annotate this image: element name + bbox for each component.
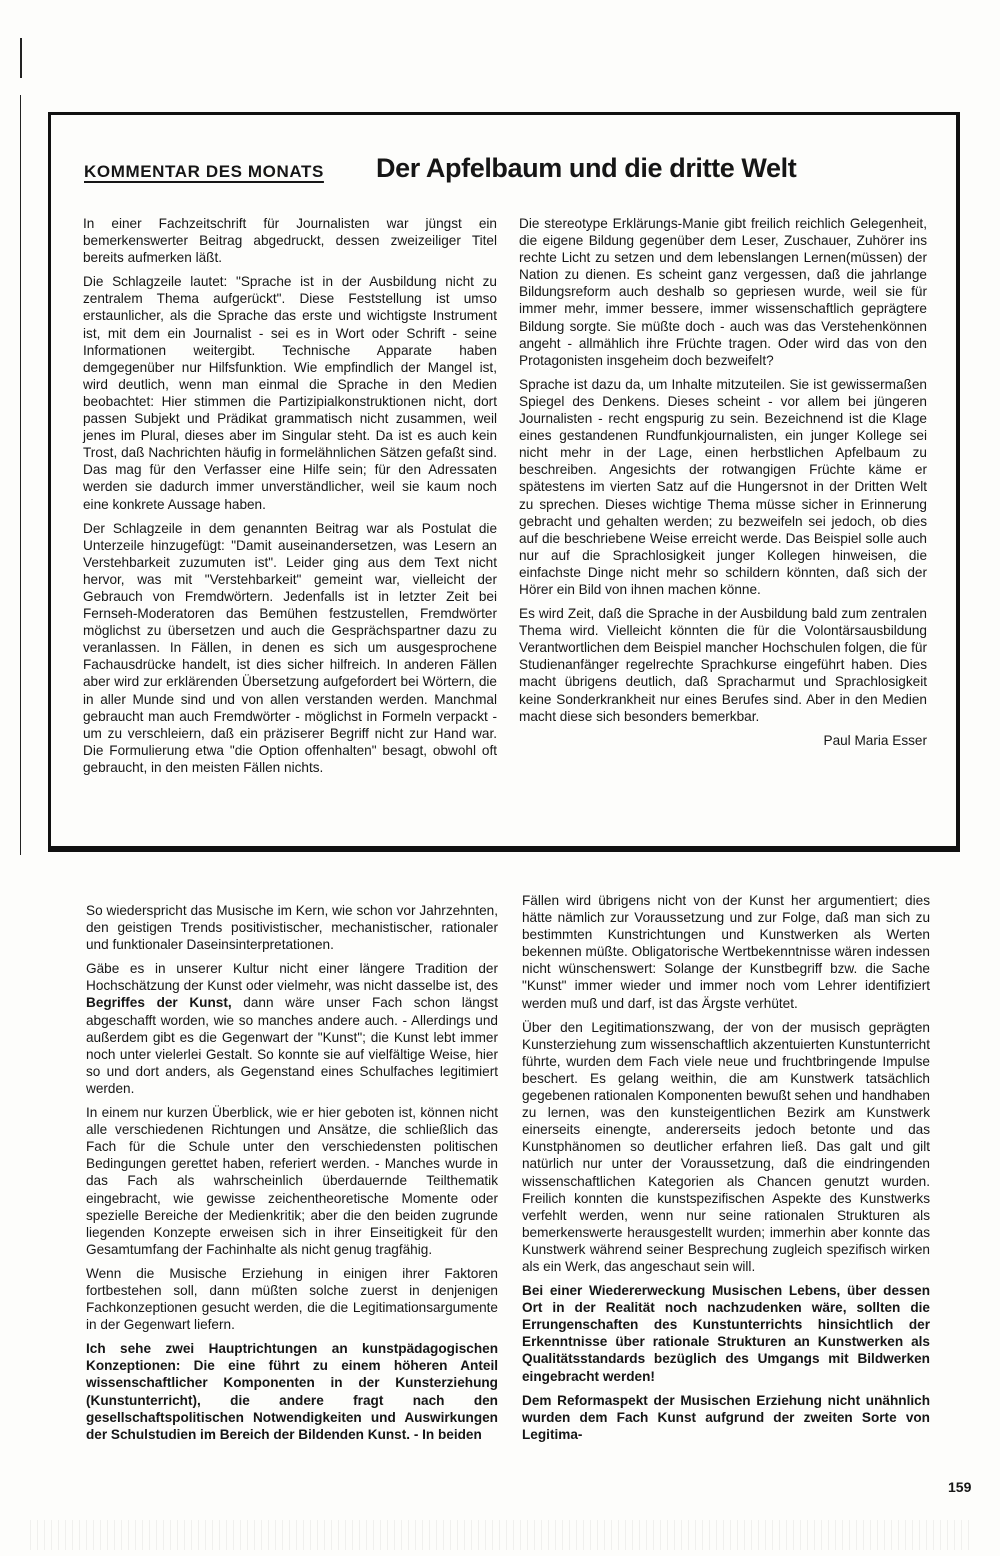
paragraph: In einem nur kurzen Überblick, wie er hier geboten ist, können nicht alle verschiedenen Richtungen und Ansätze, die schließlich das Fach für die Schule unter den verschiedensten politischen Bedingungen gerettet haben, referiert werden. - Manches wurde in das Fach als wahrscheinlich überdauernde Teilthematik eingebracht, wie gewisse zeichentheoretische Momente oder spezielle Bereiche der Medienkritik; aber die den beiden zugrunde liegenden Konzepte erweisen sich in ihrer Einseitigkeit für den Gesamtumfang der Fachinhalte als nicht genug tragfähig. bbox=[86, 1105, 498, 1257]
author-signature: Paul Maria Esser bbox=[823, 732, 927, 748]
paragraph: Dem Reformaspekt der Musischen Erziehung nicht unähnlich wurden dem Fach Kunst aufgrund der zweiten Sorte von Legitima- bbox=[522, 1392, 930, 1442]
article-right-column bbox=[522, 892, 930, 1450]
headline: Der Apfelbaum und die dritte Welt bbox=[376, 153, 797, 183]
commentary-right-column bbox=[519, 215, 927, 749]
scan-noise bbox=[30, 1520, 970, 1550]
paragraph: So wiederspricht das Musische im Kern, wie schon vor Jahrzehnten, den geistigen Trends positivistischer, mechanistischer, rationaler und funktionaler Daseinsinterpretationen. bbox=[86, 903, 498, 953]
paragraph: Die stereotype Erklärungs-Manie gibt freilich reichlich Gelegenheit, die eigene Bildung gegenüber dem Leser, Zuschauer, Zuhörer ins rechte Licht zu setzen und dem lebenslangen Lernen(müssen) der Nation zu dienen. Es scheint ganz vergessen, daß die jahrlange Bildungsreform auch deshalb so gepriesen wurde, weil sie für immer mehr, immer bessere, immer wissenschaftlich geprägtere Bildung sorgte. Sie müßte doch - auch was das Verstehenkönnen angeht - allmählich ihre Früchte tragen. Oder wird das von den Protagonisten insgeheim doch bezweifelt? bbox=[519, 216, 927, 368]
paragraph bbox=[86, 960, 498, 1097]
paragraph: Die Schlagzeile lautet: "Sprache ist in der Ausbildung nicht zu zentralem Thema aufgerückt". Diese Feststellung ist umso erstaunlicher, als die Sprache das erste und wichtigste Instrument ist, mit dem ein Journalist - sei es in Wort oder Schrift - seine Informationen weitergibt. Technische Apparate haben demgegenüber nur Hilfsfunktion. Wie empfindlich der Mangel ist, wird deutlich, wenn man einmal die Sprache in den Medien beobachtet: Hier stimmen die Partizipialkonstruktionen nicht, dort passen Subjekt und Prädikat grammatisch nicht zusammen, weil jenes im Plural, dieses aber im Singular steht. Da ist es auch kein Trost, daß Nachrichten häufig in formelähnlichen Sätzen gefaßt sind. Das mag für den Verfasser eine Hilfe sein; für den Adressaten werden sie dadurch immer unverständlicher, weil sie kaum noch eine konkrete Aussage haben. bbox=[83, 274, 497, 512]
paragraph: Sprache ist dazu da, um Inhalte mitzuteilen. Sie ist gewissermaßen Spiegel des Denkens. Dieses scheint - vor allem bei jüngeren Journalisten - recht engspurig zu sein. Bezeichnend ist die Klage eines gestandenen Rundfunkjournalisten, ein junger Kollege sei nicht mehr in der Lage, einen herbstlichen Apfelbaum zu beschreiben. Angesichts der rotwangigen Früchte käme er spätestens im vierten Satz auf die Hungersnot in der Dritten Welt zu sprechen. Dieses wichtige Thema müsse sicher in Erinnerung gebracht und gehalten werden; zu bezweifeln sei jedoch, ob dies auf die beschriebene Weise erreicht werde. Das Beispiel solle auch nur auf die Sprachlosigkeit junger Kollegen hinweisen, die einfachste Dinge nicht mehr so schildern könnten, daß sich der Hörer ein Bild von ihnen machen könne. bbox=[519, 376, 927, 597]
paragraph: Bei einer Wiedererweckung Musischen Lebens, über dessen Ort in der Realität noch nachzudenken wäre, sollten die Errungenschaften des Kunstunterrichts hinsichtlich der Erkenntnisse über rationale Strukturen an Kunstwerken als Qualitätsstandards bezüglich des Umgangs mit Bildwerken eingebracht werden! bbox=[522, 1283, 930, 1384]
section-kicker: KOMMENTAR DES MONATS bbox=[84, 162, 324, 181]
paragraph-text: dann wäre unser Fach schon längst abgeschafft worden, wie so manches andere auch. - Allerdings und außerdem gibt es die Gegenwart der "Kunst"; die Kunst lebt immer noch unter vielerlei Gestalt. So konnte sie auf vielfältige Weise, hier so und dort anders, als Gegenstand eines Schulfaches legitimiert werden. bbox=[86, 995, 498, 1096]
margin-rule-top bbox=[20, 38, 22, 78]
paragraph: Der Schlagzeile in dem genannten Beitrag war als Postulat die Unterzeile hinzugefügt: "Damit auseinandersetzen, was Lesern an Verstehbarkeit zuzumuten ist". Leider ging aus dem Text nicht hervor, was mit "Verstehbarkeit" gemeint war, vielleicht der Gebrauch von Fremdwörtern. Jedenfalls ist in letzter Zeit bei Fernseh-Moderatoren das Bemühen festzustellen, Fremdwörter möglichst zu übersetzen und auch die Gesprächspartner dazu zu veranlassen. In Fällen, in denen es sich um ausgesprochene Fachausdrücke handelt, ist dies sicher hilfreich. In anderen Fällen aber wird zur erklärenden Übersetzung aufgefordert bei Wörtern, die in aller Munde sind und von allen verstanden werden. Manchmal gebraucht man auch Fremdwörter - möglichst in Formeln verpackt - um zu verschleiern, daß ein präziserer Begriff nicht zur Hand war. Die Formulierung etwa "die Option offenhalten" besagt, obwohl oft gebraucht, in den meisten Fällen nichts. bbox=[83, 520, 497, 775]
article-left-column bbox=[86, 902, 498, 1450]
paragraph: In einer Fachzeitschrift für Journalisten war jüngst ein bemerkenswerter Beitrag abgedruckt, dessen zweizeiliger Titel bereits aufmerken läßt. bbox=[83, 216, 497, 266]
paragraph: Es wird Zeit, daß die Sprache in der Ausbildung bald zum zentralen Thema wird. Vielleicht könnten die für die Volontärsausbildung Verantwortlichen dem Beispiel mancher Hochschulen folgen, die für Studienanfänger regelrechte Sprachkurse eingeführt haben. Dies macht übrigens deutlich, daß Spracharmut und Sprachlosigkeit keine Sonderkrankheit nur eines Berufes sind. Aber in den Medien macht diese sich besonders bemerkbar. bbox=[519, 606, 927, 724]
paragraph: Ich sehe zwei Hauptrichtungen an kunstpädagogischen Konzeptionen: Die eine führt zu einem höheren Anteil wissenschaftlicher Komponenten in der Kunsterziehung (Kunstunterricht), die andere fragt nach den gesellschaftspolitischen Notwendigkeiten und Auswirkungen der Schulstudien im Bereich der Bildenden Kunst. - In beiden bbox=[86, 1341, 498, 1442]
paragraph: Über den Legitimationszwang, der von der musisch geprägten Kunsterziehung zum wissenschaftlich akzentuierten Kunstunterricht führte, wurden dem Fach viele neue und fruchtbringende Impulse beschert. Es gelang weithin, die am Kunstwerk tatsächlich gegebenen rationalen Komponenten bewußt sehen und handhaben zu lernen, was den kunsteigentlichen Bezirk am Kunstwerk einerseits einengte, andererseits jedoch betonte und das Kunstphänomen so deutlicher erfahren ließ. Das galt und gilt natürlich nur unter der Voraussetzung, daß die eindringenden wissenschaftlichen Kategorien als Chancen genutzt wurden. Freilich konnten die kunstspezifischen Aspekte des Kunstwerks verfehlt werden, wenn nur seine rationalen Strukturen als bemerkenswerte herausgestellt wurden; immerhin aber konnte das Kunstwerk während seiner Besprechung zugleich spezifisch wirken als ein Werk, das angeschaut sein will. bbox=[522, 1019, 930, 1274]
paragraph-text: Gäbe es in unserer Kultur nicht einer längere Tradition der Hochschätzung der Kunst oder vielmehr, was nicht dasselbe ist, des bbox=[86, 961, 498, 994]
commentary-left-column bbox=[83, 215, 497, 783]
page-number: 159 bbox=[948, 1479, 972, 1495]
emphasis: Begriffes der Kunst, bbox=[86, 995, 232, 1011]
margin-rule-middle bbox=[20, 95, 21, 855]
paragraph: Fällen wird übrigens nicht von der Kunst her argumentiert; dies hätte nämlich zur Voraussetzung und zur Folge, daß man sich zu bestimmten Kunstrichtungen und Kunstwerken als Werten bekennen müßte. Obligatorische Wertbekenntnisse wären indessen nicht wünschenswert: Solange der Kunstbegriff bzw. die Sache "Kunst" immer wieder und immer noch vom Lehrer identifiziert werden muß und darf, ist das Ärgste verhütet. bbox=[522, 893, 930, 1011]
commentary-header bbox=[84, 155, 944, 195]
paragraph: Wenn die Musische Erziehung in einigen ihrer Faktoren fortbestehen soll, dann müßten solche zuerst in denjenigen Fachkonzeptionen gesucht werden, die die Legitimationsargumente in der Gegenwart liefern. bbox=[86, 1265, 498, 1333]
